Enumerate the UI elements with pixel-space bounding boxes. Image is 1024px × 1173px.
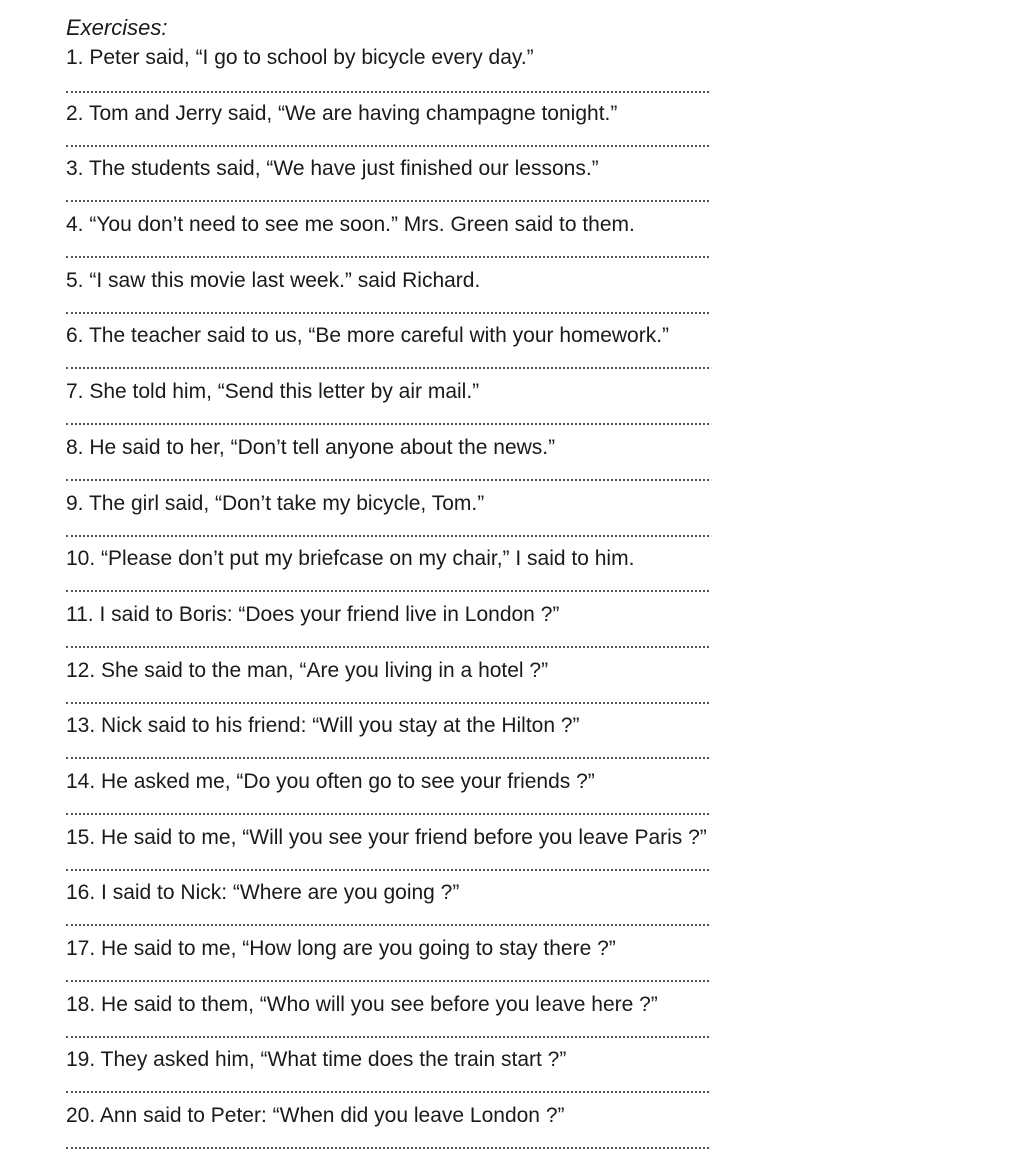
- exercise-item: [66, 100, 786, 156]
- exercise-sentence: 5. “I saw this movie last week.” said Richard.: [66, 268, 481, 292]
- exercise-item: [66, 490, 786, 546]
- answer-dotted-line: [66, 869, 709, 871]
- exercise-sentence: 7. She told him, “Send this letter by air mail.”: [66, 380, 480, 404]
- answer-dotted-line: [66, 1091, 709, 1093]
- exercise-sentence: 16. I said to Nick: “Where are you going ?”: [66, 881, 460, 905]
- answer-dotted-line: [66, 312, 709, 314]
- exercise-sentence: 13. Nick said to his friend: “Will you stay at the Hilton ?”: [66, 714, 580, 738]
- exercise-item: [66, 378, 786, 434]
- answer-dotted-line: [66, 91, 709, 93]
- answer-dotted-line: [66, 200, 709, 202]
- exercise-sentence: 17. He said to me, “How long are you going to stay there ?”: [66, 937, 616, 960]
- exercise-item: [66, 211, 786, 267]
- exercise-item: [66, 434, 786, 490]
- answer-dotted-line: [66, 646, 709, 648]
- answer-dotted-line: [66, 1147, 709, 1149]
- exercise-item: [66, 1046, 786, 1102]
- exercise-sentence: 9. The girl said, “Don’t take my bicycle, Tom.”: [66, 491, 485, 515]
- exercise-item: [66, 991, 786, 1047]
- exercise-item: [66, 712, 786, 768]
- exercise-item: [66, 44, 786, 100]
- answer-dotted-line: [66, 702, 709, 704]
- answer-dotted-line: [66, 924, 709, 926]
- answer-dotted-line: [66, 423, 709, 425]
- exercise-item: [66, 935, 786, 991]
- exercise-sentence: 19. They asked him, “What time does the train start ?”: [66, 1048, 567, 1072]
- exercise-sentence: 4. “You don’t need to see me soon.” Mrs. Green said to them.: [66, 213, 635, 237]
- exercise-item: [66, 601, 786, 657]
- exercise-sentence: 20. Ann said to Peter: “When did you leave London ?”: [66, 1104, 565, 1128]
- exercise-sentence: 10. “Please don’t put my briefcase on my chair,” I said to him.: [66, 547, 635, 571]
- exercise-sentence: 3. The students said, “We have just finished our lessons.”: [66, 157, 599, 181]
- exercise-sentence: 2. Tom and Jerry said, “We are having champagne tonight.”: [66, 101, 618, 125]
- answer-dotted-line: [66, 145, 709, 147]
- exercise-sentence: 15. He said to me, “Will you see your friend before you leave Paris ?”: [66, 825, 707, 849]
- answer-dotted-line: [66, 757, 709, 759]
- exercise-item: [66, 267, 786, 323]
- exercise-sentence: 11. I said to Boris: “Does your friend live in London ?”: [66, 602, 560, 626]
- exercise-item: [66, 768, 786, 824]
- answer-dotted-line: [66, 256, 709, 258]
- exercise-item: [66, 545, 786, 601]
- exercise-sentence: 6. The teacher said to us, “Be more careful with your homework.”: [66, 324, 670, 348]
- answer-dotted-line: [66, 479, 709, 481]
- exercise-sheet: [66, 12, 786, 1158]
- exercise-item: [66, 824, 786, 880]
- exercise-sentence: 14. He asked me, “Do you often go to see your friends ?”: [66, 769, 595, 793]
- exercises-heading: Exercises:: [66, 15, 168, 40]
- answer-dotted-line: [66, 535, 709, 537]
- exercise-item: [66, 879, 786, 935]
- exercise-item: [66, 155, 786, 211]
- exercise-list: [66, 44, 786, 1158]
- answer-dotted-line: [66, 590, 709, 592]
- exercise-sentence: 12. She said to the man, “Are you living in a hotel ?”: [66, 658, 549, 682]
- exercise-item: [66, 657, 786, 713]
- exercise-sentence: 1. Peter said, “I go to school by bicycle every day.”: [66, 46, 534, 69]
- answer-dotted-line: [66, 980, 709, 982]
- answer-dotted-line: [66, 1036, 709, 1038]
- answer-dotted-line: [66, 813, 709, 815]
- exercise-item: [66, 1102, 786, 1158]
- exercise-sentence: 18. He said to them, “Who will you see before you leave here ?”: [66, 992, 658, 1016]
- exercise-item: [66, 322, 786, 378]
- exercise-sentence: 8. He said to her, “Don’t tell anyone about the news.”: [66, 435, 556, 459]
- answer-dotted-line: [66, 367, 709, 369]
